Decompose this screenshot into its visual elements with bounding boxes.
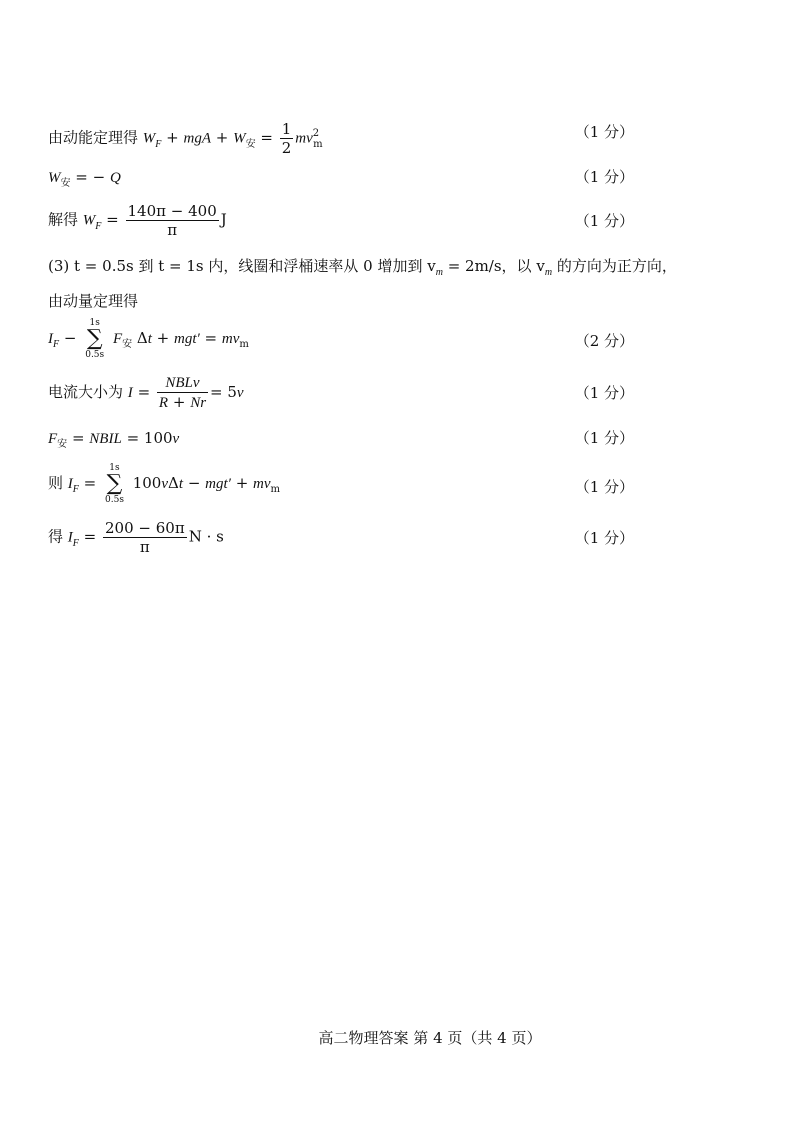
sub-m-1: m [435, 267, 443, 278]
page-footer: 高二物理答案 第 4 页（共 4 页） [318, 1029, 542, 1047]
equation-final-impulse: 得 $I_F$ = $\frac{200 - 60\pi}{\pi}$ N · s [48, 519, 224, 556]
part-3-intro [48, 256, 677, 279]
momentum-theorem-label: 由动量定理得 [48, 292, 139, 310]
score-4: （2 分） [574, 332, 634, 350]
intro-text-3: 的方向为正方向， [552, 257, 677, 275]
intro-text-1: (3) t = 0.5s 到 t = 1s 内，线圈和浮桶速率从 0 增加到 v [48, 257, 436, 275]
score-1: （1 分） [574, 123, 634, 141]
equation-work-heat: $W_安$ = − Q [48, 168, 121, 189]
equation-prefix: 电流大小为 [48, 383, 124, 401]
equation-current: 电流大小为 I = $\frac{\text{NBLv}}{R + Nr}$ = 5v [48, 375, 244, 411]
equation-prefix: 由动能定理得 [48, 128, 139, 147]
intro-text-2: = 2m/s，以 v [442, 257, 545, 275]
equation-momentum: $I_F$ − 1s ∑ 0.5s $F_安$ $\Delta t + mgt' = mv_m$ [48, 318, 249, 360]
equation-prefix: 得 [48, 527, 64, 546]
score-6: （1 分） [574, 429, 634, 447]
equation-impulse: 则 $I_F$ = 1s ∑ 0.5s $100v\Delta t - mgt' + mv_m$ [48, 463, 281, 505]
score-2: （1 分） [574, 168, 634, 186]
equation-prefix: 则 [48, 474, 64, 492]
equation-prefix: 解得 [48, 210, 79, 229]
sub-m-2: m [544, 267, 553, 278]
equation-solve-wf: 解得 $W_F$ = $\frac{140\pi - 400}{\pi}$ J [48, 202, 227, 239]
equation-kinetic-energy: 由动能定理得 $W_F$ + mgA + $W_安$ = $\frac{1}{2}$ $mv^2_m$ [48, 120, 323, 157]
score-3: （1 分） [574, 212, 634, 230]
score-8: （1 分） [574, 529, 634, 547]
equation-ampere-force: $F_安$ = NBIL = 100v [48, 429, 180, 450]
score-7: （1 分） [574, 478, 634, 496]
score-5: （1 分） [574, 384, 634, 402]
